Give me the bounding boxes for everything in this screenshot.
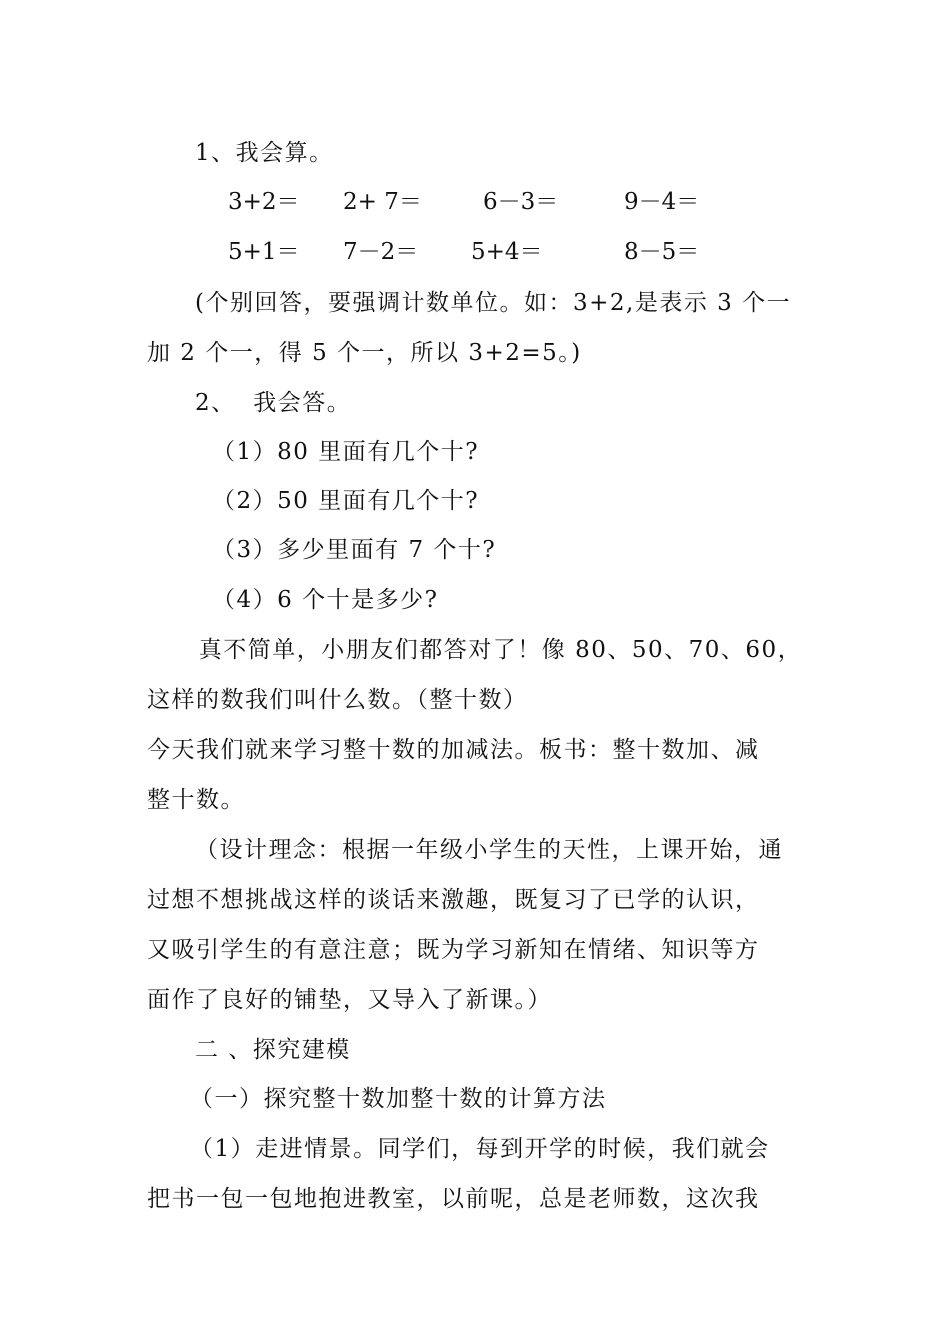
note-line: 加 2 个一，得 5 个一，所以 3+2=5。) [147,340,582,366]
question-3: （3）多少里面有 7 个十? [212,537,497,563]
paragraph-line: 面作了良好的铺垫，又导入了新课。） [147,987,552,1013]
equation: 3+2＝ [228,189,300,215]
paragraph-line: 这样的数我们叫什么数。（整十数） [147,687,528,713]
equation: 5+1＝ [228,239,300,265]
question-1: （1）80 里面有几个十? [212,439,480,465]
paragraph-line: （1）走进情景。同学们，每到开学的时候，我们就会 [190,1136,770,1162]
paragraph-line: （设计理念：根据一年级小学生的天性，上课开始，通 [195,837,783,863]
equation: 6－3＝ [483,189,559,215]
note-line: (个别回答，要强调计数单位。如：3+2,是表示 3 个一 [195,290,792,316]
paragraph-line: 整十数。 [147,787,245,813]
paragraph-line: 又吸引学生的有意注意；既为学习新知在情绪、知识等方 [147,937,760,963]
heading-wo-hui-suan: 1、我会算。 [195,140,334,166]
heading-wo-hui-da: 2、 我会答。 [195,390,352,416]
paragraph-line: 真不简单，小朋友们都答对了！像 80、50、70、60， [190,637,803,663]
equation: 8－5＝ [624,239,700,265]
section-heading: 二 、探究建模 [195,1037,351,1063]
equation: 2+ 7＝ [343,189,422,215]
sub-heading: （一）探究整十数加整十数的计算方法 [190,1086,607,1112]
question-2: （2）50 里面有几个十? [212,488,480,514]
equation: 7－2＝ [343,239,419,265]
paragraph-line: 今天我们就来学习整十数的加减法。板书：整十数加、减 [147,737,760,763]
paragraph-line: 把书一包一包地抱进教室，以前呢，总是老师数，这次我 [147,1186,760,1212]
paragraph-line: 过想不想挑战这样的谈话来激趣，既复习了已学的认识， [147,887,760,913]
question-4: （4）6 个十是多少? [212,587,439,613]
equation: 9－4＝ [624,189,700,215]
equation: 5+4＝ [471,239,543,265]
